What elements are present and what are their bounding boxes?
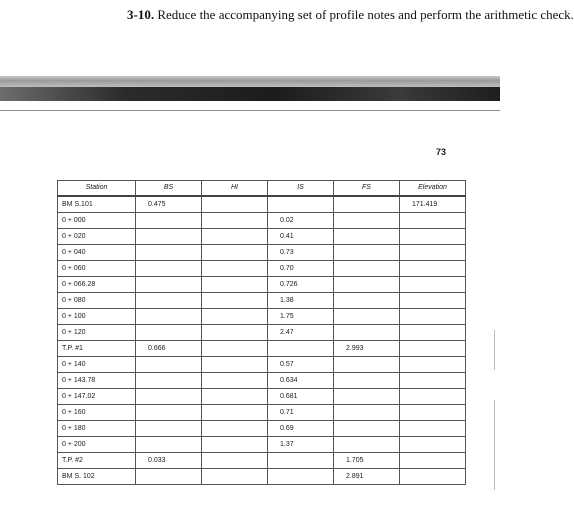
cell-station: BM S.101 <box>58 196 136 213</box>
problem-text: Reduce the accompanying set of profile notes and perform the arithmetic check. <box>157 7 574 22</box>
cell-is: 0.57 <box>268 357 334 373</box>
cell-hi <box>202 245 268 261</box>
table-row <box>58 421 466 437</box>
column-header-fs: FS <box>334 181 400 197</box>
cell-elevation <box>400 229 466 245</box>
cell-is <box>268 453 334 469</box>
column-header-hi: HI <box>202 181 268 197</box>
cell-bs <box>136 309 202 325</box>
cell-fs <box>334 357 400 373</box>
page-edge-mark <box>494 400 495 490</box>
cell-fs: 1.705 <box>334 453 400 469</box>
table-row <box>58 453 466 469</box>
cell-hi <box>202 357 268 373</box>
cell-fs <box>334 373 400 389</box>
table-row <box>58 229 466 245</box>
column-header-is: IS <box>268 181 334 197</box>
cell-hi <box>202 293 268 309</box>
table-row <box>58 309 466 325</box>
cell-elevation <box>400 261 466 277</box>
cell-is: 0.681 <box>268 389 334 405</box>
problem-heading <box>127 7 574 23</box>
table-row <box>58 325 466 341</box>
cell-bs: 0.033 <box>136 453 202 469</box>
cell-elevation <box>400 437 466 453</box>
cell-bs <box>136 229 202 245</box>
cell-station: 0 + 040 <box>58 245 136 261</box>
cell-station: 0 + 200 <box>58 437 136 453</box>
cell-station: 0 + 080 <box>58 293 136 309</box>
table-row <box>58 341 466 357</box>
table-row <box>58 213 466 229</box>
cell-bs <box>136 389 202 405</box>
cell-fs <box>334 277 400 293</box>
cell-hi <box>202 405 268 421</box>
cell-fs <box>334 437 400 453</box>
cell-hi <box>202 389 268 405</box>
cell-station: BM S. 102 <box>58 469 136 485</box>
cell-bs <box>136 293 202 309</box>
column-header-elevation: Elevation <box>400 181 466 197</box>
cell-elevation <box>400 389 466 405</box>
cell-fs: 2.993 <box>334 341 400 357</box>
cell-bs <box>136 405 202 421</box>
cell-elevation <box>400 405 466 421</box>
cell-elevation <box>400 341 466 357</box>
cell-is: 0.69 <box>268 421 334 437</box>
cell-station: 0 + 020 <box>58 229 136 245</box>
cell-hi <box>202 309 268 325</box>
cell-fs <box>334 229 400 245</box>
cell-elevation <box>400 357 466 373</box>
table-row <box>58 389 466 405</box>
cell-is: 1.37 <box>268 437 334 453</box>
cell-fs <box>334 325 400 341</box>
cell-elevation <box>400 277 466 293</box>
page-rule <box>0 110 500 111</box>
cell-is: 2.47 <box>268 325 334 341</box>
cell-elevation <box>400 309 466 325</box>
cell-hi <box>202 373 268 389</box>
cell-station: 0 + 066.28 <box>58 277 136 293</box>
cell-fs <box>334 293 400 309</box>
table-row <box>58 405 466 421</box>
profile-notes-table <box>57 180 466 485</box>
table-row <box>58 437 466 453</box>
cell-elevation <box>400 453 466 469</box>
cell-fs <box>334 421 400 437</box>
cell-elevation <box>400 325 466 341</box>
table-row <box>58 469 466 485</box>
cell-hi <box>202 437 268 453</box>
cell-is: 0.41 <box>268 229 334 245</box>
cell-station: 0 + 060 <box>58 261 136 277</box>
page-edge-mark <box>494 330 495 370</box>
cell-is: 0.73 <box>268 245 334 261</box>
cell-hi <box>202 196 268 213</box>
cell-hi <box>202 453 268 469</box>
cell-hi <box>202 229 268 245</box>
cell-bs <box>136 373 202 389</box>
cell-bs <box>136 245 202 261</box>
column-header-bs: BS <box>136 181 202 197</box>
cell-bs: 0.666 <box>136 341 202 357</box>
cell-station: T.P. #2 <box>58 453 136 469</box>
cell-station: 0 + 100 <box>58 309 136 325</box>
cell-is: 0.02 <box>268 213 334 229</box>
cell-is: 1.38 <box>268 293 334 309</box>
cell-elevation <box>400 213 466 229</box>
cell-is <box>268 196 334 213</box>
cell-bs <box>136 213 202 229</box>
cell-is: 0.726 <box>268 277 334 293</box>
table-row <box>58 357 466 373</box>
cell-hi <box>202 325 268 341</box>
table-row <box>58 261 466 277</box>
cell-fs <box>334 213 400 229</box>
scan-band-dark <box>0 87 500 101</box>
cell-elevation: 171.419 <box>400 196 466 213</box>
cell-elevation <box>400 421 466 437</box>
cell-bs <box>136 469 202 485</box>
table-body <box>58 196 466 485</box>
cell-station: 0 + 140 <box>58 357 136 373</box>
cell-fs <box>334 405 400 421</box>
cell-fs <box>334 196 400 213</box>
cell-is: 0.71 <box>268 405 334 421</box>
problem-number: 3-10. <box>127 7 155 22</box>
cell-fs <box>334 245 400 261</box>
cell-is: 0.634 <box>268 373 334 389</box>
cell-elevation <box>400 469 466 485</box>
page-number: 73 <box>436 147 447 157</box>
cell-is: 1.75 <box>268 309 334 325</box>
cell-bs <box>136 325 202 341</box>
table-header-row <box>58 181 466 197</box>
cell-fs <box>334 261 400 277</box>
cell-bs <box>136 277 202 293</box>
cell-elevation <box>400 373 466 389</box>
cell-fs <box>334 389 400 405</box>
cell-station: 0 + 143.78 <box>58 373 136 389</box>
cell-station: 0 + 000 <box>58 213 136 229</box>
cell-is <box>268 341 334 357</box>
cell-fs: 2.891 <box>334 469 400 485</box>
cell-station: 0 + 147.02 <box>58 389 136 405</box>
cell-station: 0 + 120 <box>58 325 136 341</box>
cell-bs <box>136 357 202 373</box>
cell-is: 0.70 <box>268 261 334 277</box>
table-row <box>58 245 466 261</box>
cell-hi <box>202 421 268 437</box>
cell-hi <box>202 261 268 277</box>
table-row <box>58 293 466 309</box>
scan-band-upper <box>0 76 500 87</box>
cell-bs <box>136 421 202 437</box>
cell-fs <box>334 309 400 325</box>
cell-bs <box>136 261 202 277</box>
cell-hi <box>202 469 268 485</box>
table-row <box>58 277 466 293</box>
cell-station: T.P. #1 <box>58 341 136 357</box>
cell-hi <box>202 277 268 293</box>
table-row <box>58 373 466 389</box>
cell-station: 0 + 160 <box>58 405 136 421</box>
cell-hi <box>202 341 268 357</box>
cell-bs <box>136 437 202 453</box>
cell-bs: 0.475 <box>136 196 202 213</box>
table-row <box>58 196 466 213</box>
cell-elevation <box>400 245 466 261</box>
column-header-station: Station <box>58 181 136 197</box>
cell-hi <box>202 213 268 229</box>
cell-station: 0 + 180 <box>58 421 136 437</box>
cell-is <box>268 469 334 485</box>
cell-elevation <box>400 293 466 309</box>
